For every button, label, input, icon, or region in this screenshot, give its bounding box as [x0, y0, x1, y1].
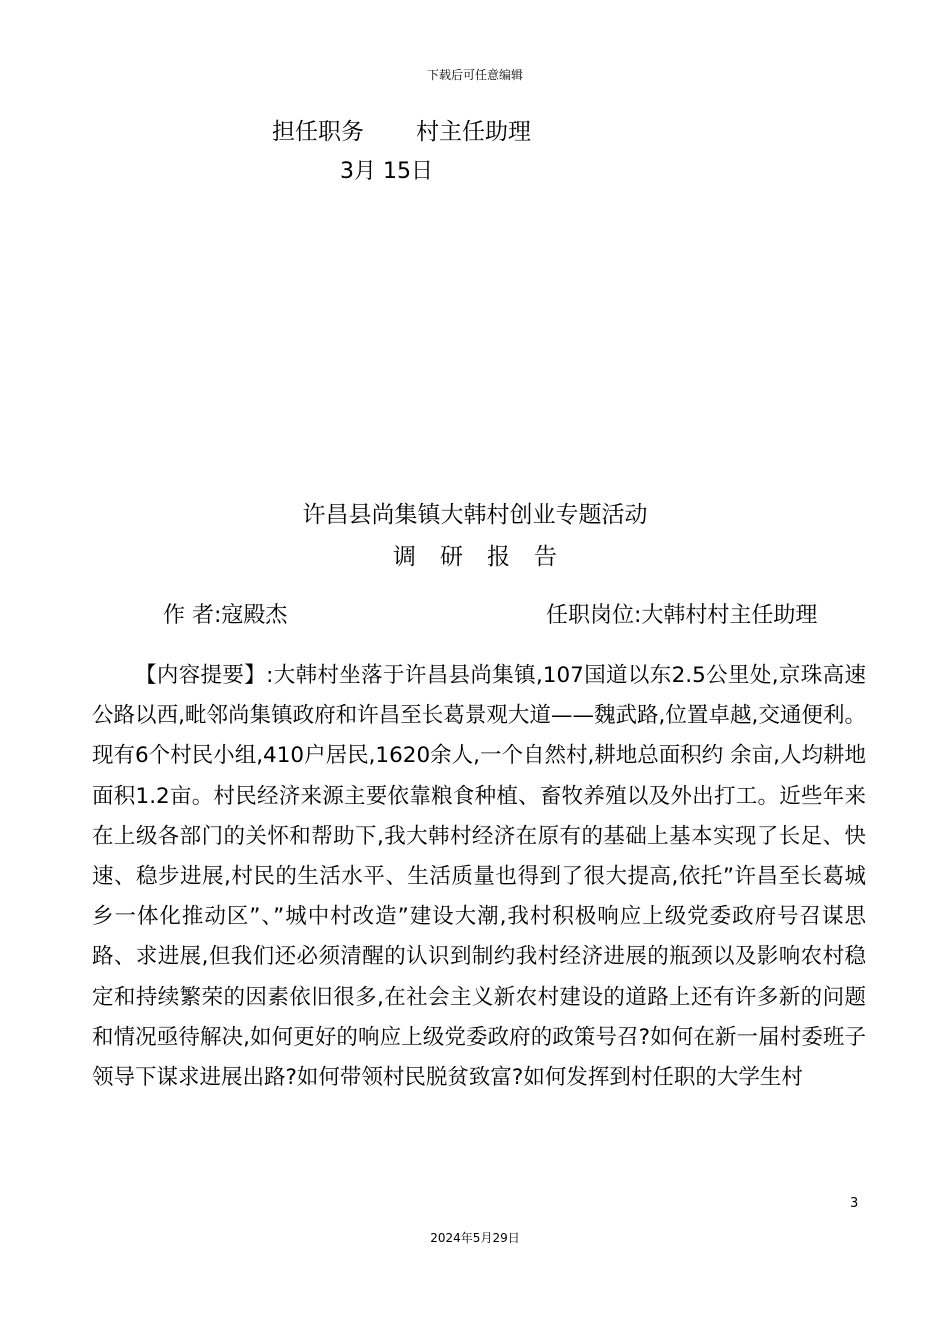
page-header: 下载后可任意编辑: [426, 68, 523, 82]
position-label: 担任职务: [272, 119, 364, 145]
abstract-label: 【内容提要】: [135, 663, 267, 688]
page-number: 3: [850, 1196, 859, 1211]
post-line: 任职岗位:大韩村村主任助理: [546, 603, 818, 628]
page-footer: 2024年5月29日: [430, 1231, 520, 1245]
report-title: 许昌县尚集镇大韩村创业专题活动: [302, 502, 648, 528]
position-value: 村主任助理: [416, 119, 531, 145]
abstract-paragraph: [92, 656, 866, 1098]
date-line: 3月 15日: [340, 159, 433, 184]
abstract-text: :大韩村坐落于许昌县尚集镇,107国道以东2.5公里处,京珠高速公路以西,毗邻尚集镇政府和许昌至长葛景观大道——魏武路,位置卓越,交通便利。现有6个村民小组,410户居民,1620余人,一个自然村,耕地总面积约 余亩,人均耕地面积1.2亩。村民经济来源主要依靠粮食种植、畜牧养殖以及外出打工。近些年来在上级各部门的关怀和帮助下,我大韩村经济在原有的基础上基本实现了长足、快速、稳步进展,村民的生活水平、生活质量也得到了很大提高,依托”许昌至长葛城乡一体化推动区”、”城中村改造”建设大潮,我村积极响应上级党委政府号召谋思路、求进展,但我们还必须清醒的认识到制约我村经济进展的瓶颈以及影响农村稳定和持续繁荣的因素依旧很多,在社会主义新农村建设的道路上还有许多新的问题和情况亟待解决,如何更好的响应上级党委政府的政策号召?如何在新一届村委班子领导下谋求进展出路?如何带领村民脱贫致富?如何发挥到村任职的大学生村: [92, 663, 866, 1091]
position-line: [272, 113, 531, 146]
report-subtitle: 调研报告: [393, 544, 581, 570]
author-line: 作 者:寇殿杰: [163, 603, 288, 628]
